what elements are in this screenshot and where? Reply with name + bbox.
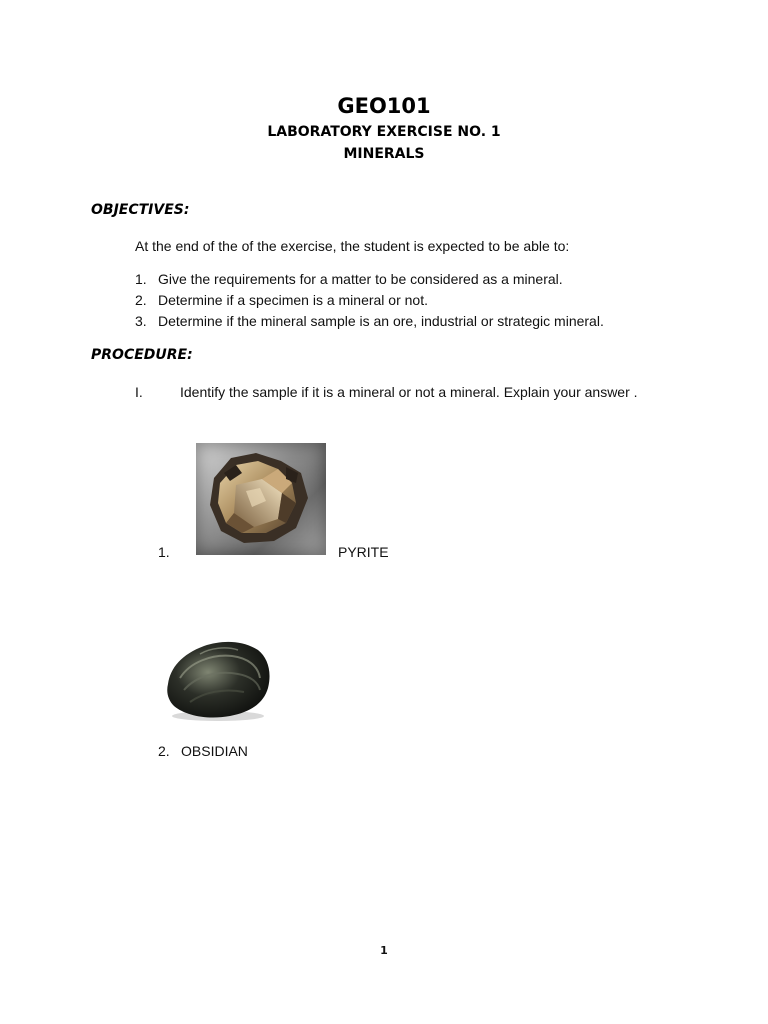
- pyrite-crystal-photo: [196, 443, 326, 555]
- procedure-step-number: I.: [135, 384, 143, 400]
- objective-item: [135, 292, 428, 308]
- objective-number: 1.: [135, 271, 147, 287]
- course-title: GEO101: [337, 94, 431, 118]
- specimen-name-pyrite: PYRITE: [338, 544, 389, 560]
- obsidian-rock-icon: [160, 632, 275, 724]
- obsidian-rock-photo: [160, 632, 275, 724]
- objective-text: Determine if a specimen is a mineral or not.: [158, 292, 428, 308]
- procedure-heading: PROCEDURE:: [91, 347, 193, 363]
- objective-item: [135, 313, 604, 329]
- specimen-number: 2.: [158, 743, 170, 759]
- objective-text: Give the requirements for a matter to be considered as a mineral.: [158, 271, 563, 287]
- objective-number: 3.: [135, 313, 147, 329]
- objective-item: [135, 271, 563, 287]
- exercise-title: LABORATORY EXERCISE NO. 1: [267, 124, 501, 140]
- procedure-step: [135, 384, 638, 400]
- objective-text: Determine if the mineral sample is an ore, industrial or strategic mineral.: [158, 313, 604, 329]
- pyrite-crystal-icon: [196, 443, 326, 555]
- topic-title: MINERALS: [343, 146, 425, 162]
- objectives-heading: OBJECTIVES:: [91, 202, 190, 218]
- page-number: 1: [380, 944, 388, 957]
- specimen-name-obsidian: OBSIDIAN: [181, 743, 248, 759]
- specimen-item-obsidian: [158, 743, 248, 759]
- objective-number: 2.: [135, 292, 147, 308]
- objectives-intro: At the end of the of the exercise, the student is expected to be able to:: [135, 238, 570, 254]
- specimen-number: 1.: [158, 544, 170, 560]
- procedure-step-text: Identify the sample if it is a mineral or not a mineral. Explain your answer .: [180, 384, 638, 400]
